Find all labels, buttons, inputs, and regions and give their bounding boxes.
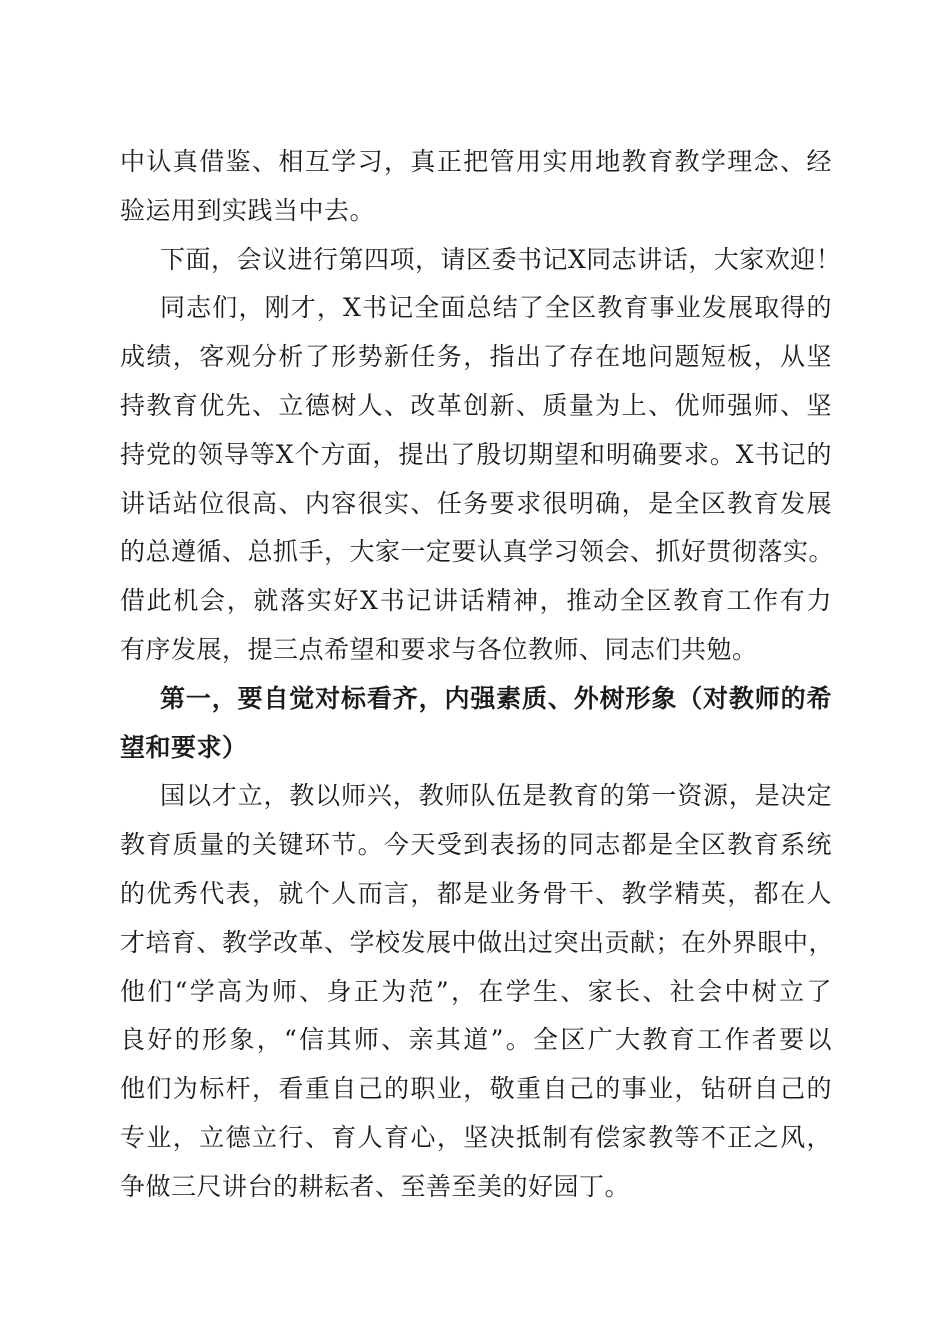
text-line: 同志们，刚才，X书记全面总结了全区教育事业发展取得的 xyxy=(160,293,832,323)
section-heading xyxy=(120,675,832,773)
paragraph xyxy=(120,138,832,236)
text-line: 持党的领导等X个方面，提出了殷切期望和明确要求。X书记的 xyxy=(120,439,832,469)
paragraph xyxy=(120,772,835,1211)
text-line: 专业，立德立行、育人育心，坚决抵制有偿家教等不正之风， xyxy=(120,1122,832,1152)
text-line: 争做三尺讲台的耕耘者、至善至美的好园丁。 xyxy=(120,1171,631,1201)
text-line: 中认真借鉴、相互学习，真正把管用实用地教育教学理念、经 xyxy=(120,147,832,176)
text-line: 才培育、教学改革、学校发展中做出过突出贡献；在外界眼中， xyxy=(120,927,835,957)
heading-line: 第一，要自觉对标看齐，内强素质、外树形象（对教师的希 xyxy=(160,683,832,713)
text-line: 他们“学高为师、身正为范”，在学生、家长、社会中树立了 xyxy=(120,976,832,1006)
text-line: 的总遵循、总抓手，大家一定要认真学习领会、抓好贯彻落实。 xyxy=(120,537,835,567)
text-line: 教育质量的关键环节。今天受到表扬的同志都是全区教育系统 xyxy=(120,830,832,860)
text-line: 的优秀代表，就个人而言，都是业务骨干、教学精英，都在人 xyxy=(120,878,832,908)
paragraph xyxy=(120,236,842,285)
text-line: 良好的形象，“信其师、亲其道”。全区广大教育工作者要以 xyxy=(120,1025,832,1055)
heading-line: 望和要求） xyxy=(120,732,248,762)
text-line: 成绩，客观分析了形势新任务，指出了存在地问题短板，从坚 xyxy=(120,342,832,372)
text-line: 他们为标杆，看重自己的职业，敬重自己的事业，钻研自己的 xyxy=(120,1074,832,1104)
text-line: 验运用到实践当中去。 xyxy=(120,195,376,225)
text-line: 国以才立，教以师兴，教师队伍是教育的第一资源，是决定 xyxy=(160,781,832,811)
text-line: 讲话站位很高、内容很实、任务要求很明确，是全区教育发展 xyxy=(120,488,832,518)
paragraph xyxy=(120,284,835,674)
text-line: 持教育优先、立德树人、改革创新、质量为上、优师强师、坚 xyxy=(120,390,832,420)
text-line: 有序发展，提三点希望和要求与各位教师、同志们共勉。 xyxy=(120,634,758,664)
document-body xyxy=(120,138,842,1212)
text-line: 下面，会议进行第四项，请区委书记X同志讲话，大家欢迎！ xyxy=(160,244,842,274)
text-line: 借此机会，就落实好X书记讲话精神，推动全区教育工作有力 xyxy=(120,586,832,616)
